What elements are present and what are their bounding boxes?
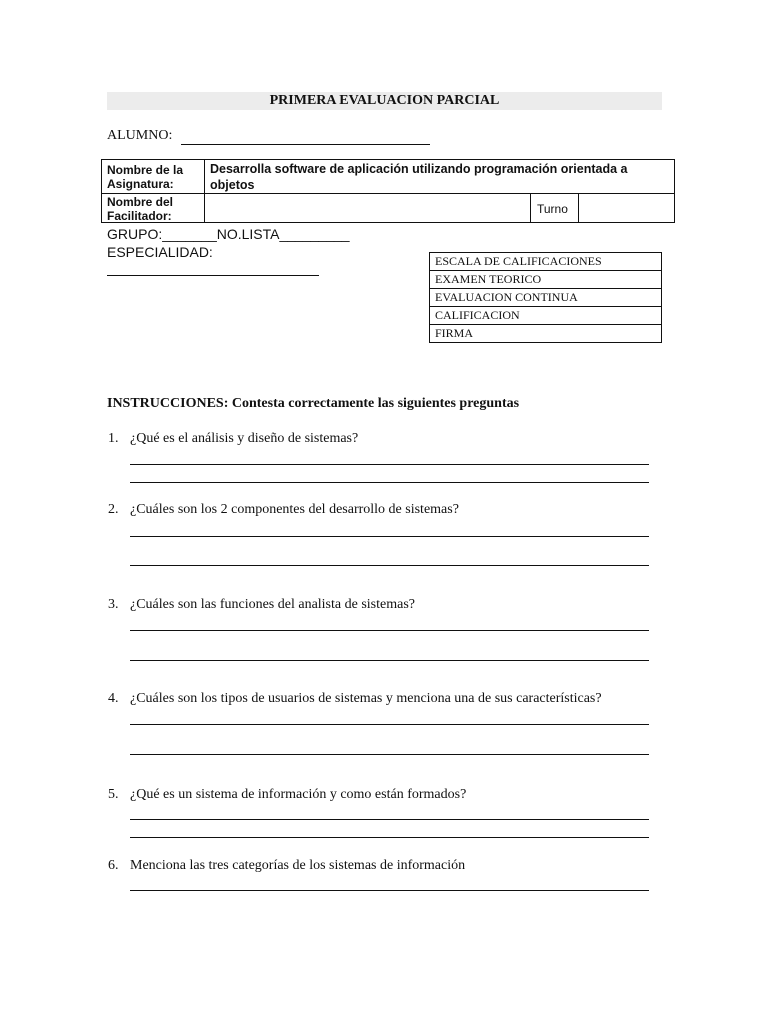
question-number: 1. xyxy=(108,431,119,446)
grupo-line: GRUPO:_______NO.LISTA_________ xyxy=(107,226,350,242)
instructions: INSTRUCCIONES: Contesta correctamente las siguientes preguntas xyxy=(107,396,520,411)
scale-row: CALIFICACION xyxy=(429,306,662,324)
page-title: PRIMERA EVALUACION PARCIAL xyxy=(107,92,662,110)
question-number: 2. xyxy=(108,502,119,517)
answer-line[interactable] xyxy=(130,754,649,755)
answer-line[interactable] xyxy=(130,565,649,566)
answer-line[interactable] xyxy=(130,630,649,631)
answer-line[interactable] xyxy=(130,724,649,725)
course-info-table xyxy=(101,159,675,223)
question-text: Menciona las tres categorías de los sistemas de información xyxy=(130,858,466,873)
turno-field[interactable] xyxy=(579,194,674,222)
facilitator-field[interactable] xyxy=(205,194,530,222)
answer-line[interactable] xyxy=(130,660,649,661)
subject-label: Nombre de la Asignatura: xyxy=(107,163,184,191)
grading-scale-table xyxy=(429,252,662,343)
scale-row: FIRMA xyxy=(429,324,662,343)
question-item xyxy=(108,597,415,613)
answer-line[interactable] xyxy=(130,890,649,891)
question-text: ¿Cuáles son los 2 componentes del desarrollo de sistemas? xyxy=(130,502,459,517)
question-text: ¿Cuáles son los tipos de usuarios de sistemas y menciona una de sus características? xyxy=(130,691,602,706)
scale-row: EVALUACION CONTINUA xyxy=(429,288,662,306)
question-item xyxy=(108,858,465,874)
answer-line[interactable] xyxy=(130,819,649,820)
answer-line[interactable] xyxy=(130,482,649,483)
answer-line[interactable] xyxy=(130,536,649,537)
question-item xyxy=(108,502,459,518)
question-item xyxy=(108,787,466,803)
scale-row: ESCALA DE CALIFICACIONES xyxy=(429,252,662,270)
question-number: 3. xyxy=(108,597,119,612)
subject-value: Desarrolla software de aplicación utilizando programación orientada a objetos xyxy=(210,162,628,192)
especialidad-field[interactable] xyxy=(107,275,319,276)
answer-line[interactable] xyxy=(130,464,649,465)
table-divider xyxy=(530,193,531,222)
question-number: 5. xyxy=(108,787,119,802)
question-number: 4. xyxy=(108,691,119,706)
question-text: ¿Qué es un sistema de información y como están formados? xyxy=(130,787,467,802)
question-text: ¿Qué es el análisis y diseño de sistemas? xyxy=(130,431,359,446)
alumno-field[interactable] xyxy=(181,144,430,145)
turno-label: Turno xyxy=(537,202,568,216)
scale-row: EXAMEN TEORICO xyxy=(429,270,662,288)
question-item xyxy=(108,691,602,707)
especialidad-label: ESPECIALIDAD: xyxy=(107,244,213,260)
facilitator-label: Nombre del Facilitador: xyxy=(107,195,174,223)
question-item xyxy=(108,431,358,447)
answer-line[interactable] xyxy=(130,837,649,838)
alumno-label: ALUMNO: xyxy=(107,128,173,143)
question-number: 6. xyxy=(108,858,119,873)
question-text: ¿Cuáles son las funciones del analista de sistemas? xyxy=(130,597,415,612)
